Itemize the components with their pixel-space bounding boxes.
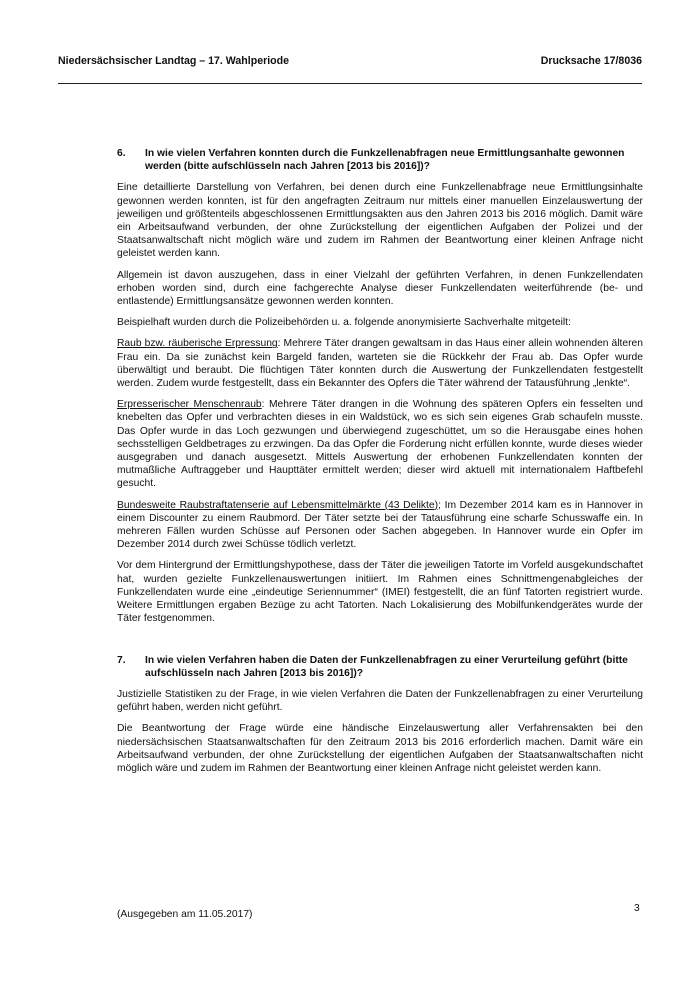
section-gap <box>117 634 643 654</box>
question-7-number: 7. <box>117 654 126 666</box>
case-robbery <box>117 337 643 390</box>
header-parliament-title: Niedersächsischer Landtag – 17. Wahlperiode <box>58 55 289 67</box>
case-robbery-series-text: ; Im Dezember 2014 kam es in Hannover in einem Discounter zu einem Raubmord. Der Täter setzte bei der Tatausführung eine scharfe Schusswaffe ein. In mehreren Fällen wurden Schüsse auf Personen oder Sachen abgegeben. In Hannover wurde ein Opfer im Dezember 2014 durch zwei Schüsse tödlich verletzt. <box>117 499 644 551</box>
answer-7-paragraph-2: Die Beantwortung der Frage würde eine händische Einzelauswertung aller Verfahrensakten bei den niedersächsischen Staatsanwaltschaften für den Zeitraum 2013 bis 2016 erforderlich machen. Damit wäre ein Arbeitsaufwand verbunden, der ohne Zurückstellung der eigentlichen Aufgaben der Staatsanwaltschaften nicht möglich wäre und zudem im Rahmen der Beantwortung einer kleinen Anfrage nicht geleistet werden kann. <box>117 723 643 774</box>
case-robbery-series <box>117 499 643 552</box>
question-6-text: In wie vielen Verfahren konnten durch die Funkzellenabfragen neue Ermittlungsanhalte gewonnen werden (bitte aufschlüsseln nach Jahren [2013 bis 2016])? <box>145 148 625 173</box>
case-kidnapping-title: Erpresserischer Menschenraub <box>117 399 262 411</box>
answer-6-paragraph-4: Vor dem Hintergrund der Ermittlungshypothese, dass der Täter die jeweiligen Tatorte im Vorfeld ausgekundschaftet hat, wurden gezielte Funkzellenauswertungen initiiert. Im Rahmen eines Schnittmengenabgleiches der Funkzellendaten wurde eine „eindeutige Seriennummer“ (IMEI) festgestellt, die an fünf Tatorten registriert wurde. Weitere Ermittlungen ergaben Bezüge zu acht Tatorten. Nach Lokalisierung des Mobilfunkendgerätes wurde der Täter festgenommen. <box>117 560 643 625</box>
answer-6-paragraph-1: Eine detaillierte Darstellung von Verfahren, bei denen durch eine Funkzellenabfrage neue Ermittlungsinhalte gewonnen werden konnten, ist für den angefragten Zeitraum nur mittels einer manuellen Einzelauswertung der jeweiligen und größtenteils abgeschlossenen Ermittlungsakten aus den Jahren 2013 bis 2016 möglich. Damit wäre ein Arbeitsaufwand verbunden, der ohne Zurückstellung der eigentlichen Aufgaben der Polizei und der Staatsanwaltschaft nicht möglich wäre und zudem im Rahmen der Beantwortung einer kleinen Anfrage nicht geleistet werden kann. <box>117 182 643 260</box>
question-6-number: 6. <box>117 148 126 159</box>
question-7-text: In wie vielen Verfahren haben die Daten der Funkzellenabfragen zu einer Verurteilung geführt (bitte aufschlüsseln nach Jahren [2013 bis 2016])? <box>145 654 628 679</box>
answer-6-paragraph-2: Allgemein ist davon auszugehen, dass in einer Vielzahl der geführten Verfahren, in denen Funkzellendaten erhoben worden sind, durch eine fachgerechte Analyse dieser Funkzellendaten weiterführende (be- und entlastende) Ermittlungsansätze gewonnen werden konnten. <box>117 269 643 308</box>
page-number: 3 <box>634 903 640 914</box>
case-kidnapping <box>117 398 643 490</box>
question-7 <box>117 654 643 680</box>
answer-7-paragraph-1: Justizielle Statistiken zu der Frage, in wie vielen Verfahren die Daten der Funkzellenabfragen zu einer Verurteilung geführt haben, werden nicht geführt. <box>117 688 643 714</box>
header-document-number: Drucksache 17/8036 <box>540 55 642 67</box>
page-header <box>58 55 642 67</box>
document-body <box>117 147 643 783</box>
case-robbery-text: : Mehrere Täter drangen gewaltsam in das Haus einer allein wohnenden älteren Frau ein. Da sie zunächst kein Bargeld fanden, warteten sie die Rückkehr der Frau ab. Das Opfer wurde überwältigt und beraubt. Die flüchtigen Täter konnten durch die Auswertung der Funkzellendaten festgestellt werden. Zudem wurde festgestellt, dass ein Bekannter des Opfers die Täter während der Tatausführung „lenkte“. <box>117 338 643 390</box>
header-divider <box>58 83 642 84</box>
issue-date: (Ausgegeben am 11.05.2017) <box>117 909 253 920</box>
case-robbery-title: Raub bzw. räuberische Erpressung <box>117 338 278 350</box>
case-kidnapping-text: : Mehrere Täter drangen in die Wohnung des späteren Opfers ein fesselten und knebelten das Opfer und verbrachten dieses in ein Waldstück, wo es sich sein eigenes Grab schaufeln musste. Das Opfer wurde in das Loch gezwungen und überwiegend zugeschüttet, um so die Herausgabe eines hohen sechsstelligen Geldbetrages zu erzwingen. Da das Opfer die Forderung nicht erfüllen konnte, wurde dieses wieder ausgegraben und danach ausgesetzt. Mittels Auswertung der erhobenen Funkzellendaten konnten der mutmaßliche Auftraggeber und Haupttäter ermittelt werden; dieser wird aktuell mit internationalem Haftbefehl gesucht. <box>117 399 644 490</box>
answer-6-paragraph-3: Beispielhaft wurden durch die Polizeibehörden u. a. folgende anonymisierte Sachverhalte mitgeteilt: <box>117 317 571 329</box>
question-6 <box>117 147 643 173</box>
case-robbery-series-title: Bundesweite Raubstraftatenserie auf Lebensmittelmärkte (43 Delikte) <box>117 499 439 511</box>
